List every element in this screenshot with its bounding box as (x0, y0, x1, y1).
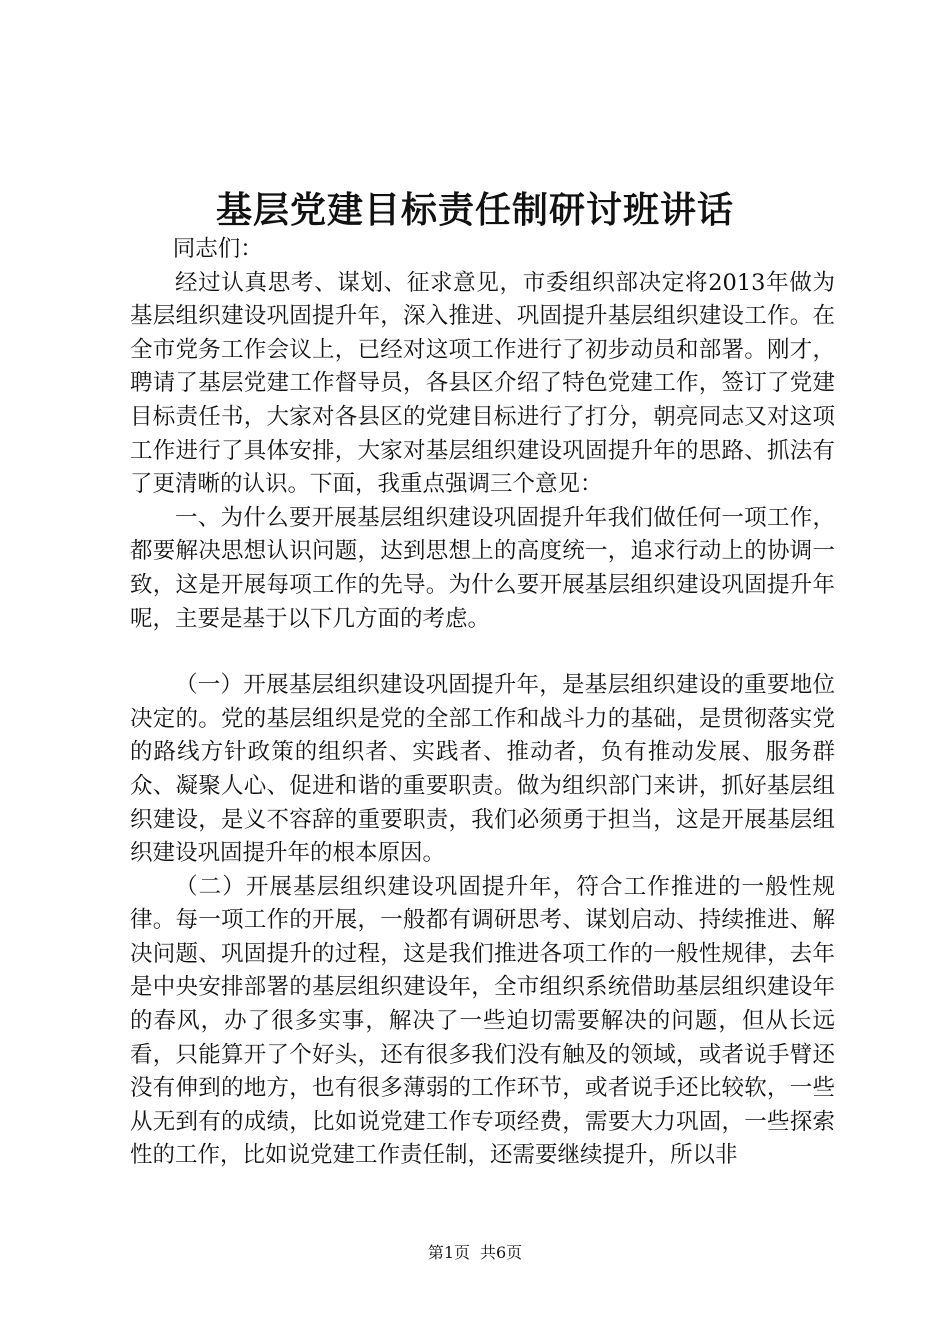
intro-paragraph: 经过认真思考、谋划、征求意见，市委组织部决定将2013年做为基层组织建设巩固提升年，深入推进、巩固提升基层组织建设工作。在全市党务工作会议上，已经对这项工作进行了初步动员和部署。刚才，聘请了基层党建工作督导员，各县区介绍了特色党建工作，签订了党建目标责任书，大家对各县区的党建目标进行了打分，朝亮同志又对这项工作进行了具体安排，大家对基层组织建设巩固提升年的思路、抓法有了更清晰的认识。下面，我重点强调三个意见： (130, 269, 835, 498)
point-one-paragraph: （一）开展基层组织建设巩固提升年，是基层组织建设的重要地位决定的。党的基层组织是党的全部工作和战斗力的基础，是贯彻落实党的路线方针政策的组织者、实践者、推动者，负有推动发展、服务群众、凝聚人心、促进和谐的重要职责。做为组织部门来讲，抓好基层组织建设，是义不容辞的重要职责，我们必须勇于担当，这是开展基层组织建设巩固提升年的根本原因。 (130, 672, 835, 867)
salutation-paragraph: 同志们： (172, 236, 263, 262)
page-total: 共6页 (480, 1243, 523, 1262)
document-title: 基层党建目标责任制研讨班讲话 (215, 189, 734, 231)
point-two-paragraph: （二）开展基层组织建设巩固提升年，符合工作推进的一般性规律。每一项工作的开展，一般都有调研思考、谋划启动、持续推进、解决问题、巩固提升的过程，这是我们推进各项工作的一般性规律，去年是中央安排部署的基层组织建设年，全市组织系统借助基层组织建设年的春风，办了很多实事，解决了一些迫切需要解决的问题，但从长远看，只能算开了个好头，还有很多我们没有触及的领域，或者说手臂还没有伸到的地方，也有很多薄弱的工作环节，或者说手还比较软，一些从无到有的成绩，比如说党建工作专项经费，需要大力巩固，一些探索性的工作，比如说党建工作责任制，还需要继续提升，所以非 (130, 873, 835, 1169)
page-footer (0, 1242, 950, 1264)
page-number: 第1页 (427, 1243, 470, 1262)
section-one-paragraph: 一、为什么要开展基层组织建设巩固提升年我们做任何一项工作，都要解决思想认识问题，达到思想上的高度统一，追求行动上的协调一致，这是开展每项工作的先导。为什么要开展基层组织建设巩固提升年呢，主要是基于以下几方面的考虑。 (130, 504, 835, 632)
document-body (130, 233, 835, 1173)
